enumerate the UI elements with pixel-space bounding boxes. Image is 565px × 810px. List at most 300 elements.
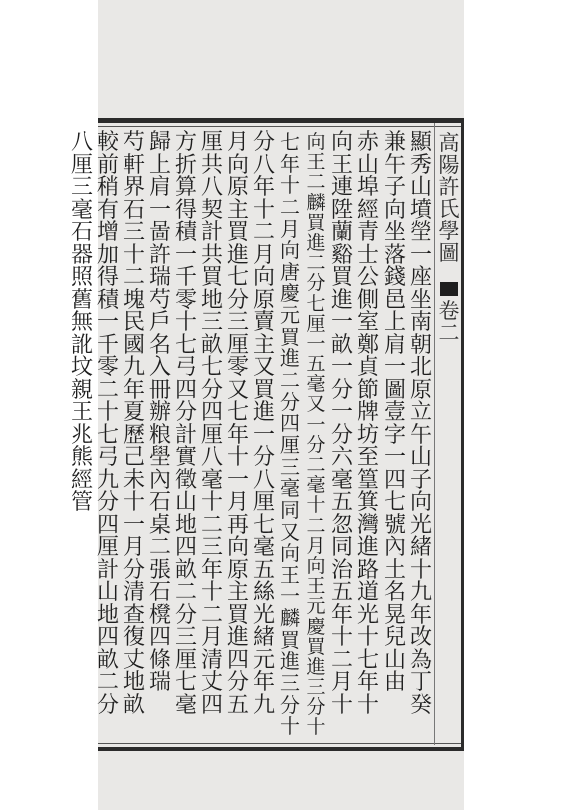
glyph: 又: [252, 355, 275, 380]
glyph: 秀: [409, 152, 432, 178]
glyph: 改: [409, 625, 432, 650]
glyph: 進: [306, 655, 326, 678]
glyph: 坐: [383, 220, 406, 245]
glyph: 丁: [409, 670, 432, 695]
glyph: 十: [280, 173, 300, 198]
glyph: 三: [226, 310, 249, 335]
glyph: 七: [174, 332, 197, 358]
glyph: 又: [226, 377, 249, 403]
glyph: 四: [96, 625, 119, 650]
glyph: 麟: [280, 606, 300, 631]
glyph: 上: [383, 310, 406, 335]
glyph: 毫: [174, 692, 197, 718]
glyph: 七: [226, 400, 249, 425]
glyph: 積: [96, 287, 119, 313]
glyph: 分: [252, 445, 275, 470]
glyph: 為: [409, 647, 432, 673]
glyph: 同: [280, 497, 300, 522]
glyph: 訛: [70, 332, 93, 358]
glyph: 塊: [122, 287, 145, 313]
glyph: 買: [252, 377, 275, 403]
glyph: 買: [226, 220, 249, 245]
glyph: 氏: [438, 197, 460, 221]
glyph: 一: [383, 355, 406, 380]
glyph: 許: [438, 175, 460, 199]
glyph: 字: [383, 422, 406, 448]
glyph: 千: [96, 332, 119, 358]
glyph: 陞: [330, 197, 353, 223]
glyph: 赤: [356, 130, 379, 155]
glyph: 國: [122, 332, 145, 358]
glyph: 買: [330, 265, 353, 290]
glyph: 厘: [200, 422, 223, 448]
glyph: 二: [200, 512, 223, 538]
glyph: 七: [96, 422, 119, 448]
glyph: 分: [330, 422, 353, 448]
glyph: 落: [383, 242, 406, 268]
glyph: 稍: [96, 175, 119, 200]
glyph: 原: [252, 287, 275, 313]
glyph: 塋: [409, 220, 432, 245]
glyph: 芍: [148, 287, 171, 313]
glyph: 戶: [148, 310, 171, 335]
glyph: 九: [409, 580, 432, 605]
glyph: 四: [174, 535, 197, 560]
glyph: 邑: [383, 287, 406, 313]
glyph: 分: [200, 377, 223, 403]
glyph: 蘭: [330, 220, 353, 245]
glyph: 七: [252, 512, 275, 538]
glyph: 壆: [148, 445, 171, 470]
glyph: 八: [70, 130, 93, 155]
glyph: 原: [226, 557, 249, 583]
glyph: 買: [306, 211, 326, 234]
bottom-border: [98, 747, 464, 751]
glyph: 年: [122, 377, 145, 403]
glyph: 進: [356, 535, 379, 560]
glyph: 十: [200, 580, 223, 605]
bottom-border-inner: [98, 743, 464, 744]
glyph: 三: [122, 220, 145, 245]
glyph: 向: [252, 265, 275, 290]
glyph: 五: [330, 490, 353, 515]
glyph: 王: [280, 562, 300, 587]
glyph: 進: [306, 231, 326, 254]
glyph: 北: [409, 355, 432, 380]
glyph: 熊: [70, 445, 93, 470]
text-column-12: [121, 132, 147, 732]
glyph: 一: [148, 197, 171, 223]
glyph: 又: [306, 393, 326, 416]
text-column-2: [382, 132, 408, 732]
glyph: 名: [148, 332, 171, 358]
glyph: 瑞: [148, 670, 171, 695]
glyph: 己: [122, 445, 145, 470]
glyph: 毫: [306, 474, 326, 497]
glyph: 契: [200, 197, 223, 223]
glyph: 買: [306, 635, 326, 658]
glyph: 二: [306, 454, 326, 476]
glyph: 山: [409, 175, 432, 200]
glyph: 厘: [280, 432, 300, 457]
glyph: 慶: [280, 281, 300, 306]
glyph: 計: [200, 220, 223, 245]
glyph: 分: [174, 602, 197, 628]
glyph: 八: [252, 467, 275, 493]
glyph: 錢: [383, 265, 406, 290]
glyph: 立: [409, 400, 432, 425]
glyph: 向: [226, 535, 249, 560]
glyph: 復: [122, 625, 145, 650]
glyph: 午: [409, 422, 432, 448]
glyph: 零: [174, 287, 197, 313]
text-column-3: [355, 132, 381, 732]
glyph: 緒: [252, 625, 275, 650]
glyph: 子: [409, 467, 432, 493]
glyph: 一: [306, 413, 326, 436]
glyph: 向: [306, 131, 326, 153]
glyph: 十: [330, 692, 353, 718]
glyph: 三: [174, 625, 197, 650]
glyph: 四: [280, 411, 300, 436]
glyph: 四: [226, 647, 249, 673]
glyph: 座: [409, 265, 432, 290]
glyph: 兆: [70, 422, 93, 448]
glyph: 丈: [200, 670, 223, 695]
glyph: 三: [280, 671, 300, 696]
glyph: 元: [306, 595, 326, 618]
glyph: 向: [226, 152, 249, 178]
glyph: 二: [330, 647, 353, 673]
edge-volume: [438, 300, 460, 344]
text-column-4: [329, 132, 355, 732]
glyph: 箕: [356, 490, 379, 515]
glyph: 八: [200, 445, 223, 470]
glyph: 厘: [200, 130, 223, 155]
glyph: 青: [356, 220, 379, 245]
glyph: 買: [226, 602, 249, 628]
glyph: 慶: [306, 615, 326, 638]
glyph: 土: [383, 557, 406, 583]
glyph: 主: [226, 580, 249, 605]
glyph: 月: [330, 670, 353, 695]
glyph: 二: [200, 602, 223, 628]
glyph: 月: [226, 130, 249, 155]
glyph: 進: [280, 649, 300, 674]
glyph: 南: [409, 310, 432, 335]
glyph: 絲: [252, 580, 275, 605]
glyph: 原: [409, 377, 432, 403]
glyph: 一: [174, 242, 197, 268]
glyph: 分: [252, 130, 275, 155]
text-column-6: [277, 130, 303, 739]
glyph: 九: [122, 355, 145, 380]
glyph: 分: [122, 557, 145, 583]
glyph: 一: [122, 512, 145, 538]
glyph: 一: [383, 445, 406, 470]
text-column-11: [147, 132, 173, 732]
glyph: 四: [148, 625, 171, 650]
glyph: 石: [148, 580, 171, 605]
glyph: 元: [252, 647, 275, 673]
glyph: 向: [280, 238, 300, 263]
glyph: 緒: [409, 535, 432, 560]
glyph: 山: [174, 490, 197, 515]
right-border: [461, 118, 464, 751]
glyph: 圖: [383, 377, 406, 403]
glyph: 張: [148, 557, 171, 583]
glyph: 分: [330, 377, 353, 403]
glyph: 買: [200, 265, 223, 290]
glyph: 三: [280, 454, 300, 479]
glyph: 王: [306, 575, 326, 598]
glyph: 二: [306, 252, 326, 275]
glyph: 埠: [356, 175, 379, 200]
glyph: 七: [226, 265, 249, 290]
glyph: 子: [383, 175, 406, 200]
glyph: 道: [356, 580, 379, 605]
glyph: 算: [174, 175, 197, 200]
edge-title: [438, 132, 460, 264]
glyph: 月: [306, 534, 326, 557]
glyph: 畝: [200, 332, 223, 358]
text-column-5: [303, 131, 329, 739]
glyph: 年: [252, 175, 275, 200]
glyph: 貞: [356, 355, 379, 380]
glyph: 九: [96, 467, 119, 493]
glyph: 肩: [383, 332, 406, 358]
glyph: 進: [280, 346, 300, 371]
glyph: 一: [306, 332, 326, 355]
glyph: 四: [96, 512, 119, 538]
glyph: 買: [280, 627, 300, 652]
glyph: 十: [306, 494, 326, 517]
glyph: 夏: [122, 400, 145, 425]
glyph: 厘: [70, 152, 93, 178]
glyph: 厘: [306, 312, 326, 335]
glyph: 厘: [96, 535, 119, 560]
glyph: 二: [174, 580, 197, 605]
glyph: 兒: [383, 625, 406, 650]
glyph: 主: [252, 332, 275, 358]
glyph: 六: [330, 445, 353, 470]
glyph: 加: [96, 242, 119, 268]
glyph: 粮: [148, 422, 171, 448]
glyph: 三: [70, 175, 93, 200]
glyph: 十: [409, 557, 432, 583]
glyph: 號: [383, 512, 406, 538]
glyph: 再: [226, 512, 249, 538]
glyph: 山: [356, 152, 379, 178]
glyph: 十: [306, 716, 326, 739]
glyph: 瑞: [148, 265, 171, 290]
glyph: 五: [306, 353, 326, 376]
glyph: 至: [356, 445, 379, 470]
glyph: 毫: [252, 535, 275, 560]
glyph: 十: [330, 625, 353, 650]
glyph: 石: [70, 220, 93, 245]
glyph: 無: [70, 310, 93, 335]
glyph: 方: [174, 130, 197, 155]
glyph: 零: [96, 355, 119, 380]
glyph: 得: [174, 197, 197, 223]
glyph: 畝: [96, 647, 119, 673]
glyph: 路: [356, 557, 379, 583]
glyph: 石: [122, 197, 145, 223]
glyph: 十: [200, 490, 223, 515]
glyph: 向: [409, 490, 432, 515]
glyph: 四: [383, 467, 406, 493]
glyph: 歷: [122, 422, 145, 448]
glyph: 圖: [438, 241, 460, 265]
glyph: 經: [70, 467, 93, 493]
glyph: 顯: [409, 130, 432, 155]
glyph: 厘: [252, 490, 275, 515]
glyph: 賣: [252, 310, 275, 335]
glyph: 一: [330, 355, 353, 380]
glyph: 零: [226, 355, 249, 380]
glyph: 十: [122, 490, 145, 515]
glyph: 清: [200, 647, 223, 673]
glyph: 七: [356, 647, 379, 673]
glyph: 毫: [70, 197, 93, 223]
glyph: 毫: [280, 476, 300, 501]
glyph: 灣: [356, 512, 379, 538]
text-column-9: [199, 132, 225, 732]
glyph: 十: [356, 625, 379, 650]
glyph: 四: [174, 377, 197, 403]
glyph: 管: [70, 490, 93, 515]
glyph: 癸: [409, 692, 432, 718]
glyph: 十: [226, 445, 249, 470]
glyph: 厘: [226, 332, 249, 358]
glyph: 谿: [330, 242, 353, 268]
glyph: 分: [280, 692, 300, 717]
glyph: 山: [409, 445, 432, 470]
glyph: 一: [226, 467, 249, 493]
glyph: 山: [383, 647, 406, 673]
glyph: 年: [252, 670, 275, 695]
glyph: 向: [306, 554, 326, 577]
glyph: 二: [122, 265, 145, 290]
glyph: 分: [174, 400, 197, 425]
glyph: 麟: [306, 191, 326, 214]
text-column-13: [95, 132, 121, 732]
glyph: 學: [438, 219, 460, 243]
glyph: 王: [330, 152, 353, 178]
page-fold-line: [434, 123, 435, 745]
text-column-14: [69, 132, 95, 732]
glyph: 清: [122, 580, 145, 605]
glyph: 一: [96, 310, 119, 335]
glyph: 積: [174, 220, 197, 245]
glyph: 分: [306, 433, 326, 456]
glyph: 七: [306, 292, 326, 315]
glyph: 年: [409, 602, 432, 628]
glyph: 節: [356, 377, 379, 403]
glyph: 民: [122, 310, 145, 335]
glyph: 軒: [122, 152, 145, 178]
glyph: 畝: [330, 332, 353, 358]
glyph: 二: [280, 194, 300, 219]
glyph: 鄭: [356, 332, 379, 358]
glyph: 舊: [70, 287, 93, 313]
glyph: 一: [252, 422, 275, 448]
glyph: 計: [96, 557, 119, 583]
glyph: 五: [330, 580, 353, 605]
glyph: 年: [356, 670, 379, 695]
glyph: 共: [200, 152, 223, 178]
glyph: 七: [200, 355, 223, 380]
text-column-1: [408, 132, 434, 732]
glyph: 上: [148, 152, 171, 178]
glyph: 壹: [383, 400, 406, 425]
glyph: 共: [200, 242, 223, 268]
glyph: 由: [383, 670, 406, 695]
glyph: 士: [356, 242, 379, 268]
glyph: 二: [96, 377, 119, 403]
glyph: 朝: [409, 332, 432, 358]
glyph: 二: [438, 321, 460, 345]
glyph: 冊: [148, 377, 171, 403]
glyph: 七: [280, 130, 300, 154]
glyph: 側: [356, 287, 379, 313]
glyph: 高: [438, 131, 460, 155]
glyph: 分: [96, 692, 119, 718]
glyph: 十: [122, 242, 145, 268]
glyph: 篁: [356, 467, 379, 493]
glyph: 月: [122, 535, 145, 560]
glyph: 地: [122, 670, 145, 695]
glyph: 二: [252, 220, 275, 245]
glyph: 內: [383, 535, 406, 560]
glyph: 三: [200, 535, 223, 560]
glyph: 原: [226, 175, 249, 200]
glyph: 王: [70, 400, 93, 425]
glyph: 肩: [148, 175, 171, 200]
glyph: 墳: [409, 197, 432, 223]
glyph: 弓: [96, 445, 119, 470]
text-column-7: [251, 132, 277, 732]
glyph: 連: [330, 175, 353, 200]
glyph: 實: [174, 445, 197, 470]
glyph: 兼: [383, 130, 406, 155]
top-border: [98, 118, 464, 123]
glyph: 坐: [409, 287, 432, 313]
glyph: 經: [356, 197, 379, 223]
glyph: 光: [409, 512, 432, 538]
glyph: 光: [356, 602, 379, 628]
glyph: 公: [356, 265, 379, 290]
glyph: 辦: [148, 400, 171, 425]
glyph: 入: [148, 355, 171, 380]
glyph: 歸: [148, 130, 171, 155]
glyph: 較: [96, 130, 119, 155]
glyph: 又: [280, 519, 300, 544]
glyph: 分: [226, 670, 249, 695]
edge-fish-tail-mark: [440, 282, 458, 296]
glyph: 月: [226, 490, 249, 515]
glyph: 計: [174, 422, 197, 448]
glyph: 年: [200, 557, 223, 583]
glyph: 四: [200, 400, 223, 425]
glyph: 櫈: [148, 602, 171, 628]
glyph: 向: [383, 197, 406, 223]
glyph: 十: [96, 400, 119, 425]
glyph: 五: [252, 557, 275, 583]
glyph: 啚: [148, 220, 171, 245]
glyph: 條: [148, 647, 171, 673]
